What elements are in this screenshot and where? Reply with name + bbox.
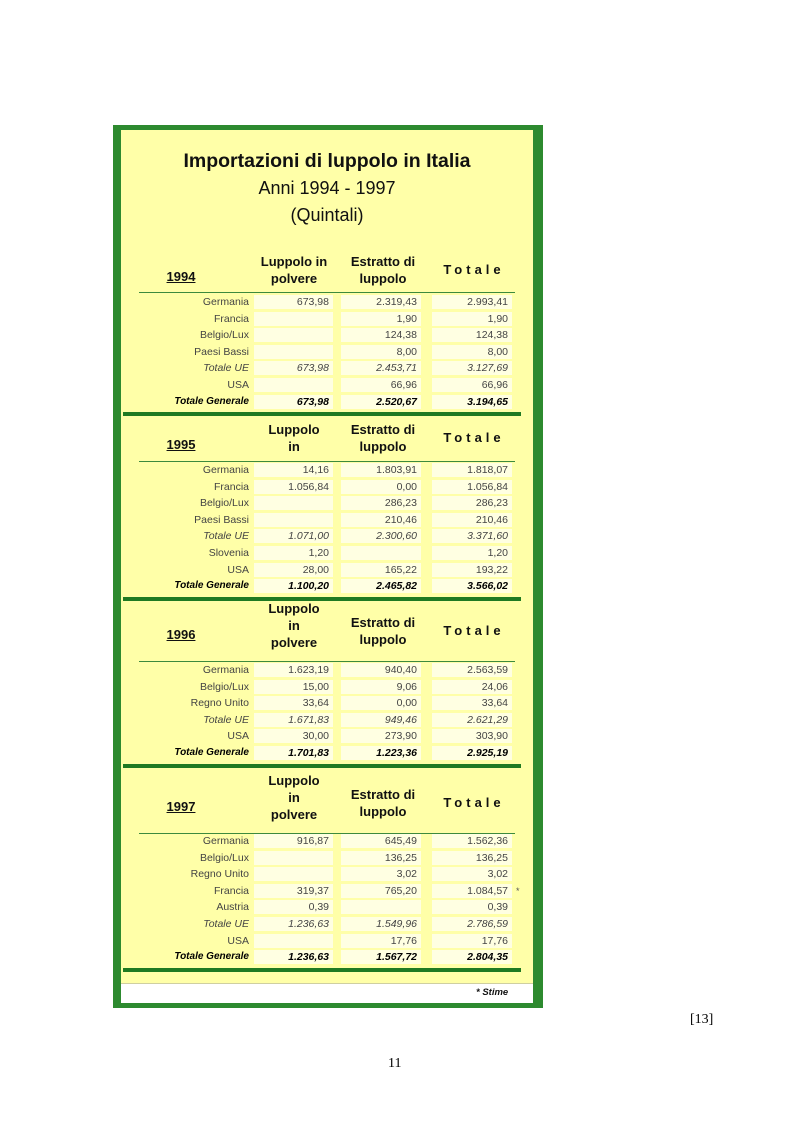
row-label: USA [227, 730, 249, 743]
value-cell: 193,22 [432, 563, 512, 577]
value-cell: 136,25 [432, 851, 512, 865]
row-label: Totale UE [203, 713, 249, 726]
section-year: 1995 [166, 437, 196, 452]
value-cell: 3.371,60 [432, 529, 512, 543]
row-label: Paesi Bassi [194, 345, 249, 358]
value-cell: 165,22 [341, 563, 421, 577]
row-label: Francia [213, 884, 249, 897]
column-header-line: luppolo [359, 271, 407, 286]
value-cell: 8,00 [341, 345, 421, 359]
table-row [121, 679, 533, 695]
value-cell: 673,98 [254, 295, 333, 309]
table-row-subtotal [121, 712, 533, 728]
section-year: 1997 [166, 799, 196, 814]
value-cell: 24,06 [432, 680, 512, 694]
row-label: Francia [213, 480, 249, 493]
value-cell: 1.623,19 [254, 663, 333, 677]
row-label: Germania [202, 296, 249, 308]
row-label: Austria [216, 901, 249, 914]
value-cell: 1,90 [432, 312, 512, 326]
table-row [121, 377, 533, 393]
value-cell [254, 496, 333, 510]
value-cell: 319,37 [254, 884, 333, 898]
value-cell: 1.671,83 [254, 713, 333, 727]
column-header-line: Luppolo [268, 773, 320, 788]
value-cell: 210,46 [432, 513, 512, 527]
table-row [121, 833, 533, 849]
table-row [121, 728, 533, 744]
value-cell: 2.520,67 [341, 395, 421, 409]
page-number: 11 [388, 1056, 402, 1071]
value-cell: 0,00 [341, 480, 421, 494]
value-cell: 0,39 [432, 900, 512, 914]
value-cell: 1.056,84 [254, 480, 333, 494]
value-cell: 17,76 [341, 934, 421, 948]
value-cell: 15,00 [254, 680, 333, 694]
value-cell: 1.549,96 [341, 917, 421, 931]
value-cell [254, 345, 333, 359]
column-header-estratto [337, 253, 429, 287]
value-cell: 3.566,02 [432, 579, 512, 593]
value-cell: 949,46 [341, 713, 421, 727]
value-cell: 210,46 [341, 513, 421, 527]
table-row [121, 495, 533, 511]
row-label: Slovenia [208, 547, 249, 559]
table-row [121, 662, 533, 678]
row-label: Totale Generale [174, 395, 249, 407]
value-cell: 3,02 [341, 867, 421, 881]
value-cell [254, 934, 333, 948]
column-header-totale: Totale [443, 622, 505, 638]
row-label: Totale UE [203, 918, 249, 930]
column-header-line: in [288, 790, 300, 805]
table-row [121, 327, 533, 343]
table-row [121, 695, 533, 711]
row-label: USA [227, 934, 249, 947]
value-cell: 2.786,59 [432, 917, 512, 931]
value-cell: 286,23 [341, 496, 421, 510]
value-cell: 916,87 [254, 834, 333, 848]
column-header-totale: Totale [443, 430, 505, 445]
table-row [121, 850, 533, 866]
table-figure-frame [113, 125, 543, 1008]
column-header-luppolo [249, 253, 339, 287]
column-header-line: luppolo [359, 803, 407, 819]
section-year: 1994 [166, 269, 196, 284]
figure-reference: [13] [690, 1012, 714, 1027]
row-label: Belgio/Lux [199, 497, 249, 510]
value-cell: 2.319,43 [341, 295, 421, 309]
column-header-line: Estratto di [350, 254, 416, 269]
row-label: Totale Generale [174, 747, 249, 758]
column-header-estratto [337, 421, 429, 455]
table-row-total [121, 949, 533, 965]
footnote: * Stime [476, 987, 509, 998]
row-label: Totale UE [203, 530, 249, 543]
value-cell [254, 867, 333, 881]
column-header-line: Luppolo [268, 601, 320, 616]
table-row [121, 462, 533, 478]
table-row [121, 344, 533, 360]
value-cell: 30,00 [254, 729, 333, 743]
value-cell [254, 513, 333, 527]
column-header-line: luppolo [359, 631, 407, 647]
value-cell: 2.563,59 [432, 663, 512, 677]
value-cell: 1.056,84 [432, 480, 512, 494]
column-header-line: Estratto di [350, 614, 416, 630]
column-header-totale: Totale [443, 262, 505, 277]
header-rule [139, 292, 515, 293]
value-cell: 3.127,69 [432, 361, 512, 375]
row-label: USA [227, 379, 249, 391]
table-row [121, 562, 533, 578]
value-cell: 1,20 [254, 546, 333, 560]
table-subtitle-years: Anni 1994 - 1997 [258, 178, 396, 198]
column-header-line: in [288, 618, 300, 633]
column-header-line: polvere [270, 635, 318, 650]
value-cell: 2.453,71 [341, 361, 421, 375]
section-divider [123, 412, 521, 416]
value-cell: 33,64 [432, 696, 512, 710]
table-row [121, 311, 533, 327]
table-row [121, 883, 533, 899]
value-cell: 124,38 [432, 328, 512, 342]
column-header-line: Luppolo in [260, 254, 328, 269]
value-cell: 28,00 [254, 563, 333, 577]
row-label: Totale UE [203, 362, 249, 375]
value-cell: 136,25 [341, 851, 421, 865]
row-label: Totale Generale [174, 580, 249, 592]
table-row-total [121, 394, 533, 410]
value-cell: 286,23 [432, 496, 512, 510]
value-cell: 1.236,63 [254, 950, 333, 964]
value-cell: 273,90 [341, 729, 421, 743]
column-header-line: luppolo [359, 439, 407, 454]
value-cell [341, 546, 421, 560]
value-cell: 3,02 [432, 867, 512, 881]
row-label: Belgio/Lux [199, 329, 249, 342]
value-cell: 2.621,29 [432, 713, 512, 727]
value-cell: 673,98 [254, 361, 333, 375]
column-header-line: Estratto di [350, 422, 416, 437]
value-cell: 2.804,35 [432, 950, 512, 964]
column-header-luppolo [249, 421, 339, 455]
row-label: Regno Unito [190, 868, 249, 881]
value-cell: 1.803,91 [341, 463, 421, 477]
value-cell: 1.562,36 [432, 834, 512, 848]
value-cell: 17,76 [432, 934, 512, 948]
value-cell [254, 378, 333, 392]
value-cell: 1.701,83 [254, 746, 333, 760]
table-row-subtotal [121, 360, 533, 376]
value-cell: 8,00 [432, 345, 512, 359]
value-cell: 66,96 [432, 378, 512, 392]
table-row [121, 933, 533, 949]
title-block [121, 130, 533, 238]
column-header-estratto [337, 614, 429, 648]
value-cell: 124,38 [341, 328, 421, 342]
value-cell: 2.993,41 [432, 295, 512, 309]
row-label: Germania [202, 835, 249, 847]
section-divider [123, 968, 521, 972]
column-header-estratto [337, 786, 429, 820]
value-cell: 33,64 [254, 696, 333, 710]
value-cell: 66,96 [341, 378, 421, 392]
table-row-subtotal [121, 916, 533, 932]
table-row [121, 899, 533, 915]
row-label: Paesi Bassi [194, 513, 249, 526]
column-header-line: polvere [270, 271, 318, 286]
value-cell: 1,20 [432, 546, 512, 560]
value-cell: 0,00 [341, 696, 421, 710]
table-subtitle-unit: (Quintali) [290, 205, 364, 225]
column-header-line: polvere [270, 807, 318, 822]
row-label: Totale Generale [174, 951, 249, 963]
value-cell: 765,20 [341, 884, 421, 898]
table-row [121, 512, 533, 528]
table-row [121, 545, 533, 561]
value-cell [254, 312, 333, 326]
table-row [121, 479, 533, 495]
value-cell: 3.194,65 [432, 395, 512, 409]
column-header-line: in [288, 439, 300, 454]
value-cell: 1.236,63 [254, 917, 333, 931]
value-cell: 1.567,72 [341, 950, 421, 964]
value-cell: 9,06 [341, 680, 421, 694]
value-cell [341, 900, 421, 914]
value-cell: 1.223,36 [341, 746, 421, 760]
table-row [121, 866, 533, 882]
value-cell [254, 328, 333, 342]
table-title: Importazioni di luppolo in Italia [183, 150, 471, 172]
value-cell: 645,49 [341, 834, 421, 848]
value-cell: 1,90 [341, 312, 421, 326]
section-divider [123, 764, 521, 768]
value-cell: 2.465,82 [341, 579, 421, 593]
value-cell: 673,98 [254, 395, 333, 409]
column-header-line: Estratto di [350, 786, 416, 802]
value-cell: 2.300,60 [341, 529, 421, 543]
footer-grid [121, 983, 533, 1003]
table-row-total [121, 745, 533, 761]
row-label: Francia [213, 312, 249, 325]
value-cell: 0,39 [254, 900, 333, 914]
row-label: Belgio/Lux [199, 851, 249, 864]
value-cell: 1.071,00 [254, 529, 333, 543]
value-cell: 1.100,20 [254, 579, 333, 593]
value-cell: 1.818,07 [432, 463, 512, 477]
column-header-luppolo [249, 600, 339, 651]
value-cell: 1.084,57 [432, 884, 512, 898]
column-header-totale: Totale [443, 794, 505, 810]
column-header-luppolo [249, 772, 339, 823]
row-label: Germania [202, 664, 249, 676]
row-label: Germania [202, 464, 249, 476]
table-panel [121, 130, 533, 1002]
column-header-line: Luppolo [268, 422, 320, 437]
row-label: Belgio/Lux [199, 680, 249, 693]
value-cell: 303,90 [432, 729, 512, 743]
value-cell: 940,40 [341, 663, 421, 677]
estimate-marker: * [516, 885, 520, 896]
value-cell: 14,16 [254, 463, 333, 477]
row-label: USA [227, 563, 249, 576]
table-row-total [121, 578, 533, 594]
row-label: Regno Unito [190, 697, 249, 710]
value-cell [254, 851, 333, 865]
section-year: 1996 [166, 627, 196, 642]
table-row [121, 294, 533, 310]
value-cell: 2.925,19 [432, 746, 512, 760]
table-row-subtotal [121, 528, 533, 544]
